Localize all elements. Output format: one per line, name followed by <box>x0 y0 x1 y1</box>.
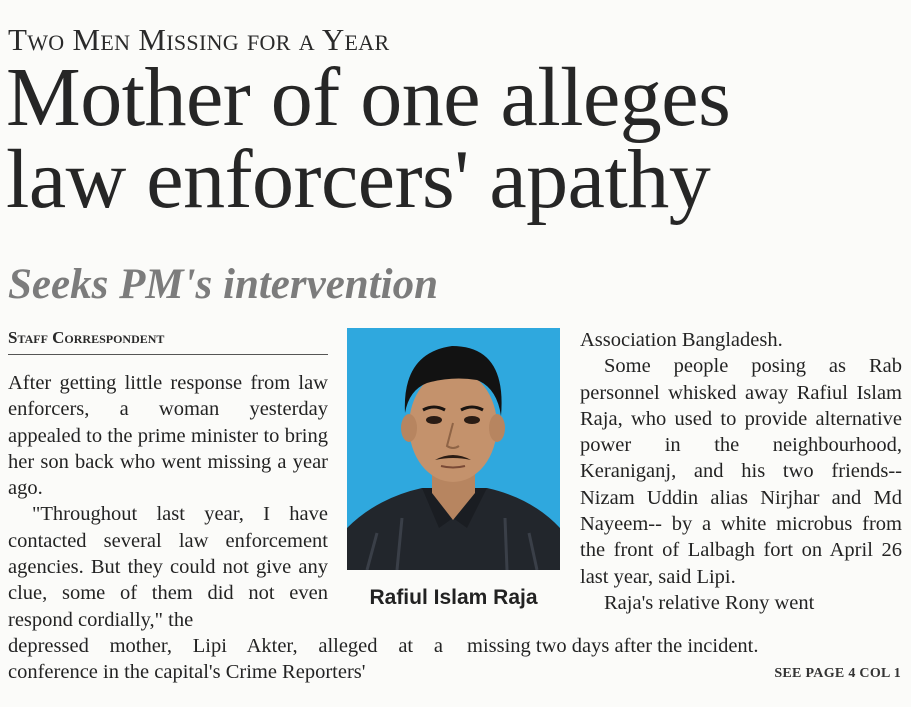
right-column <box>580 327 902 616</box>
subhead: Seeks PM's intervention <box>8 261 439 308</box>
right-paragraph-3: Raja's relative Rony went <box>604 591 815 614</box>
headline-line-1: Mother of one alleges <box>6 51 731 144</box>
photo-caption: Rafiul Islam Raja <box>369 586 538 609</box>
left-column <box>8 370 328 633</box>
bottom-left-text: depressed mother, Lipi Akter, alleged at a conference in the capital's Crime Reporters' <box>8 635 443 684</box>
portrait-photo <box>347 328 560 570</box>
headline <box>6 51 911 226</box>
kicker: Two Men Missing for a Year <box>8 22 390 57</box>
headline-line-2: law enforcers' apathy <box>6 133 711 226</box>
byline: Staff Correspondent <box>8 328 328 355</box>
portrait-image <box>347 328 560 570</box>
right-paragraph-1: Association Bangladesh. <box>580 329 783 351</box>
bottom-right-text: missing two days after the incident. <box>467 635 759 657</box>
continuation-line: SEE PAGE 4 COL 1 <box>774 666 901 681</box>
left-paragraph-2: "Throughout last year, I have contacted several law enforcement agencies. But they could not give any clue, some of them did not even respond cordially," the <box>8 503 328 631</box>
left-paragraph-1: After getting little response from law enforcers, a woman yesterday appealed to the prime minister to bring her son back who went missing a year ago. <box>8 372 328 500</box>
right-paragraph-2: Some people posing as Rab personnel whisked away Rafiul Islam Raja, who used to provide alternative power in the neighbourhood, Keraniganj, and his two friends--Nizam Uddin alias Nirjhar and Md Nayeem-- by a white microbus from the front of Lalbagh fort on April 26 last year, said Lipi. <box>580 355 902 588</box>
